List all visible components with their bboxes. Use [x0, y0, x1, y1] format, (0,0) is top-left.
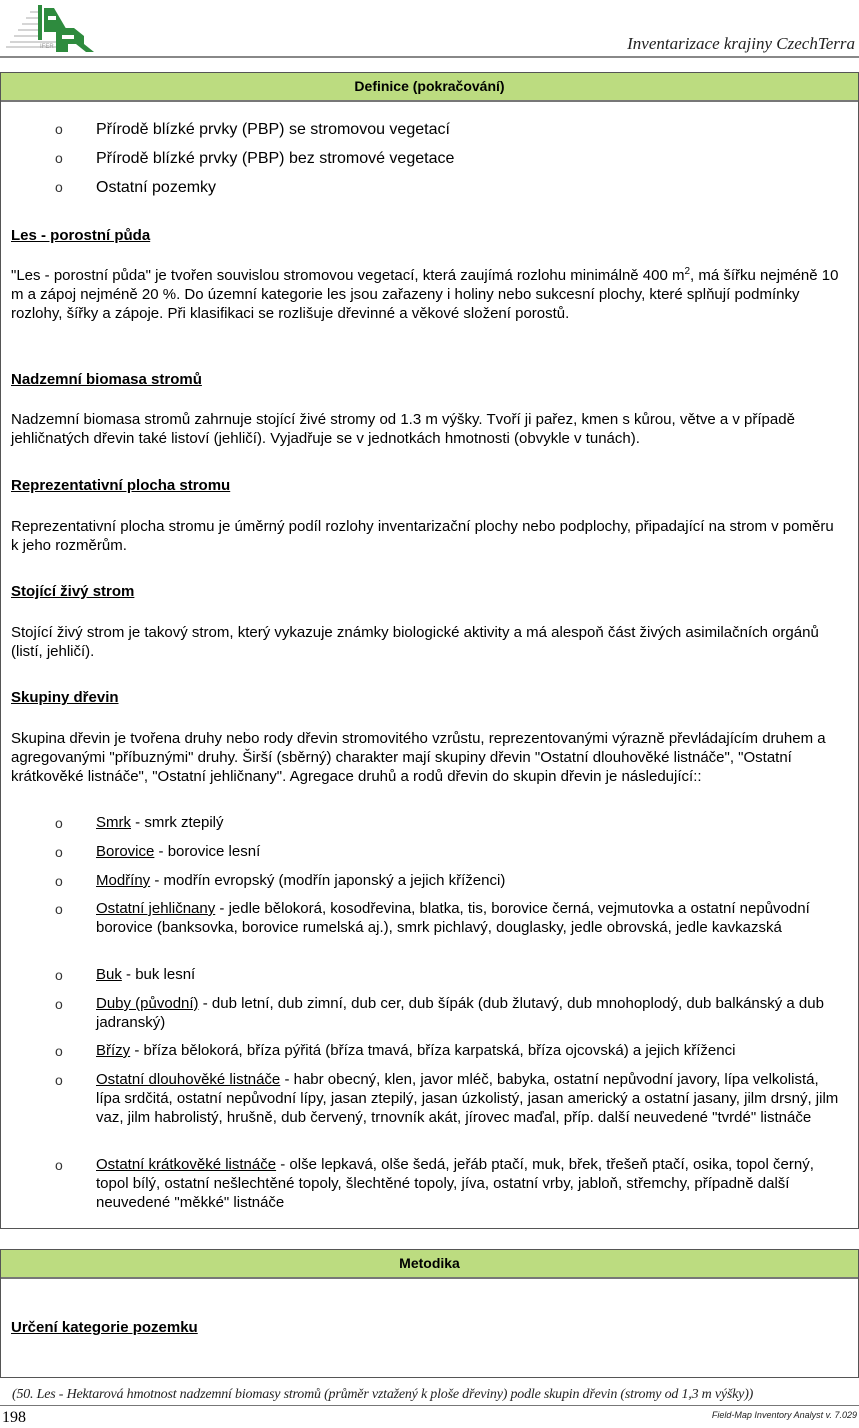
section-heading-les: Les - porostní půda: [11, 227, 151, 244]
bullet-icon: o: [55, 873, 63, 889]
bullet-icon: o: [55, 996, 63, 1012]
section-heading-urceni-kategorie: Určení kategorie pozemku: [11, 1319, 198, 1336]
bullet-icon: o: [55, 1157, 63, 1173]
methodology-box-title: Metodika: [1, 1250, 858, 1279]
definitions-box: Definice (pokračování) o Přírodě blízké prvky (PBP) se stromovou vegetací o Přírodě blízké prvky (PBP) bez stromové vegetace o Ostatní pozemky Les - porostní půda "Les - porostní půda" je tvořen souvislou stromovou vegetací, která zaujímá rozlohu minimálně 400 $m^2$, má šířku nejméně 10 m a zápoj nejméně 20 %. Do územní kategorie les jsou zařazeny i holiny nebo sukcesní plochy, které splňují podmínky rozlohy, šířky a zápoje. Při klasifikaci se rozlišuje dřevinné a věkové složení porostů. Nadzemní biomasa stromů Nadzemní biomasa stromů zahrnuje stojící živé stromy od 1.3 m výšky. Tvoří ji pařez, kmen s kůrou, větve a v případě jehličnatých dřevin také listoví (jehličí). Vyjadřuje se v jednotkách hmotnosti (obvykle v tunách). Reprezentativní plocha stromu Reprezentativní plocha stromu je úměrný podíl rozlohy inventarizační plochy nebo podplochy, připadající na strom v poměru k jeho rozměrům. Stojící živý strom Stojící živý strom je takový strom, který vykazuje známky biologické aktivity a má alespoň část živých asimilačních orgánů (listí, jehličí). Skupiny dřevin Skupina dřevin je tvořena druhy nebo rody dřevin stromovitého vzrůstu, reprezentovanými výrazně převládajícím druhem a agregovanými "příbuznými" druhy. Širší (sběrný) charakter mají skupiny dřevin "Ostatní dlouhověké listnáče", "Ostatní krátkověké listnáče", "Ostatní jehličnany". Agregace druhů a rodů dřevin do skupin dřevin je následující:: o Smrk - smrk ztepilý o Borovice - borovice lesní o Modříny - modřín evropský (modřín japonský a jejich kříženci) o Ostatní jehličnany - jedle bělokorá, kosodřevina, blatka, tis, borovice černá, vejmutovka a ostatní nepůvodní borovice (banksovka, borovice rumelská aj.), smrk pichlavý, douglasky, jedle obrovská, jedle kavkazská o Buk - buk lesní o Duby (původní) - dub letní, dub zimní, dub cer, dub šípák (dub žlutavý, dub mnohoplodý, dub balkánský a dub jadranský) o Břízy - bříza bělokorá, bříza pýřitá (bříza tmavá, bříza karpatská, bříza ojcovská) a jejich kříženci o Ostatní dlouhověké listnáče - habr obecný, klen, javor mléč, babyka, ostatní nepůvodní javory, lípa velkolistá, lípa srdčitá, ostatní nepůvodní lípy, jasan ztepilý, jasan úzkolistý, jasan americký a ostatní jasany, jilm drsný, jilm vaz, jilm habrolistý, hrušně, dub červený, trnovník akát, jírovec maďal, příp. další neuvedené "tvrdé" listnáče o Ostatní krátkověké listnáče - olše lepkavá, olše šedá, jeřáb ptačí, muk, břek, třešeň ptačí, osika, topol černý, topol bílý, ostatní nešlechtěné topoly, šlechtěné topoly, jíva, ostatní vrby, jabloň, střemchy, případně další neuvedené "měkké" listnáče: [0, 72, 859, 1229]
definitions-box-title: Definice (pokračování): [1, 73, 858, 102]
section-text-biomasa: Nadzemní biomasa stromů zahrnuje stojící živé stromy od 1.3 m výšky. Tvoří ji pařez, kmen s kůrou, větve a v případě jehličnatých dřevin také listoví (jehličí). Vyjadřuje se v jednotkách hmotnosti (obvykle v tunách).: [11, 411, 795, 447]
bullet-icon: o: [55, 815, 63, 831]
species-group-term: Břízy: [96, 1042, 131, 1059]
methodology-box: [0, 1249, 859, 1378]
table-caption: (50. Les - Hektarová hmotnost nadzemní biomasy stromů (průměr vztažený k ploše dřeviny) podle skupin dřevin (stromy od 1,3 m výšky)): [12, 1387, 754, 1402]
section-text-reprezentativni-plocha: Reprezentativní plocha stromu je úměrný podíl rozlohy inventarizační plochy nebo podplochy, připadající na strom v poměru k jeho rozměrům.: [11, 518, 834, 554]
document-header-title: Inventarizace krajiny CzechTerra: [627, 34, 855, 53]
bullet-icon: o: [55, 1043, 63, 1059]
ifer-logo-icon: [2, 2, 98, 52]
ifer-logo: [2, 2, 98, 52]
bullet-icon: o: [55, 150, 63, 166]
section-text-stojici-strom: Stojící živý strom je takový strom, který vykazuje známky biologické aktivity a má alespoň část živých asimilačních orgánů (listí, jehličí).: [11, 624, 819, 660]
software-version: Field-Map Inventory Analyst v. 7.029: [711, 1410, 857, 1420]
species-group-term: Ostatní dlouhověké listnáče: [96, 1071, 281, 1088]
section-heading-skupiny-drevin: Skupiny dřevin: [11, 689, 119, 706]
species-group-term: Smrk: [96, 814, 131, 831]
footer-divider: [0, 1405, 859, 1406]
species-group-term: Modříny: [96, 872, 151, 889]
header-divider: [0, 56, 859, 58]
bullet-icon: o: [55, 1072, 63, 1088]
section-text-skupiny-drevin: Skupina dřevin je tvořena druhy nebo rody dřevin stromovitého vzrůstu, reprezentovanými výrazně převládajícím druhem a agregovanými "příbuznými" druhy. Širší (sběrný) charakter mají skupiny dřevin "Ostatní dlouhověké listnáče", "Ostatní krátkověké listnáče", "Ostatní jehličnany". Agregace druhů a rodů dřevin do skupin dřevin je následující::: [11, 730, 826, 785]
species-group-term: Ostatní jehličnany: [96, 900, 216, 917]
section-heading-stojici-strom: Stojící živý strom: [11, 583, 135, 600]
bullet-icon: o: [55, 121, 63, 137]
section-text-les: "Les - porostní půda" je tvořen souvislou stromovou vegetací, která zaujímá rozlohu minimálně 400 $m^2$, má šířku nejméně 10 m a zápoj nejméně 20 %. Do územní kategorie les jsou zařazeny i holiny nebo sukcesní plochy, které splňují podmínky rozlohy, šířky a zápoje. Při klasifikaci se rozlišuje dřevinné a věkové složení porostů.: [11, 266, 839, 322]
section-heading-biomasa: Nadzemní biomasa stromů: [11, 371, 202, 388]
page-number: 198: [2, 1409, 26, 1426]
bullet-icon: o: [55, 844, 63, 860]
species-group-term: Borovice: [96, 843, 155, 860]
species-group-term: Duby (původní): [96, 995, 199, 1012]
section-heading-reprezentativni-plocha: Reprezentativní plocha stromu: [11, 477, 231, 494]
bullet-icon: o: [55, 901, 63, 917]
species-group-term: Ostatní krátkověké listnáče: [96, 1156, 277, 1173]
bullet-icon: o: [55, 179, 63, 195]
bullet-icon: o: [55, 967, 63, 983]
svg-text:IFER: IFER: [40, 44, 54, 50]
species-group-term: Buk: [96, 966, 122, 983]
